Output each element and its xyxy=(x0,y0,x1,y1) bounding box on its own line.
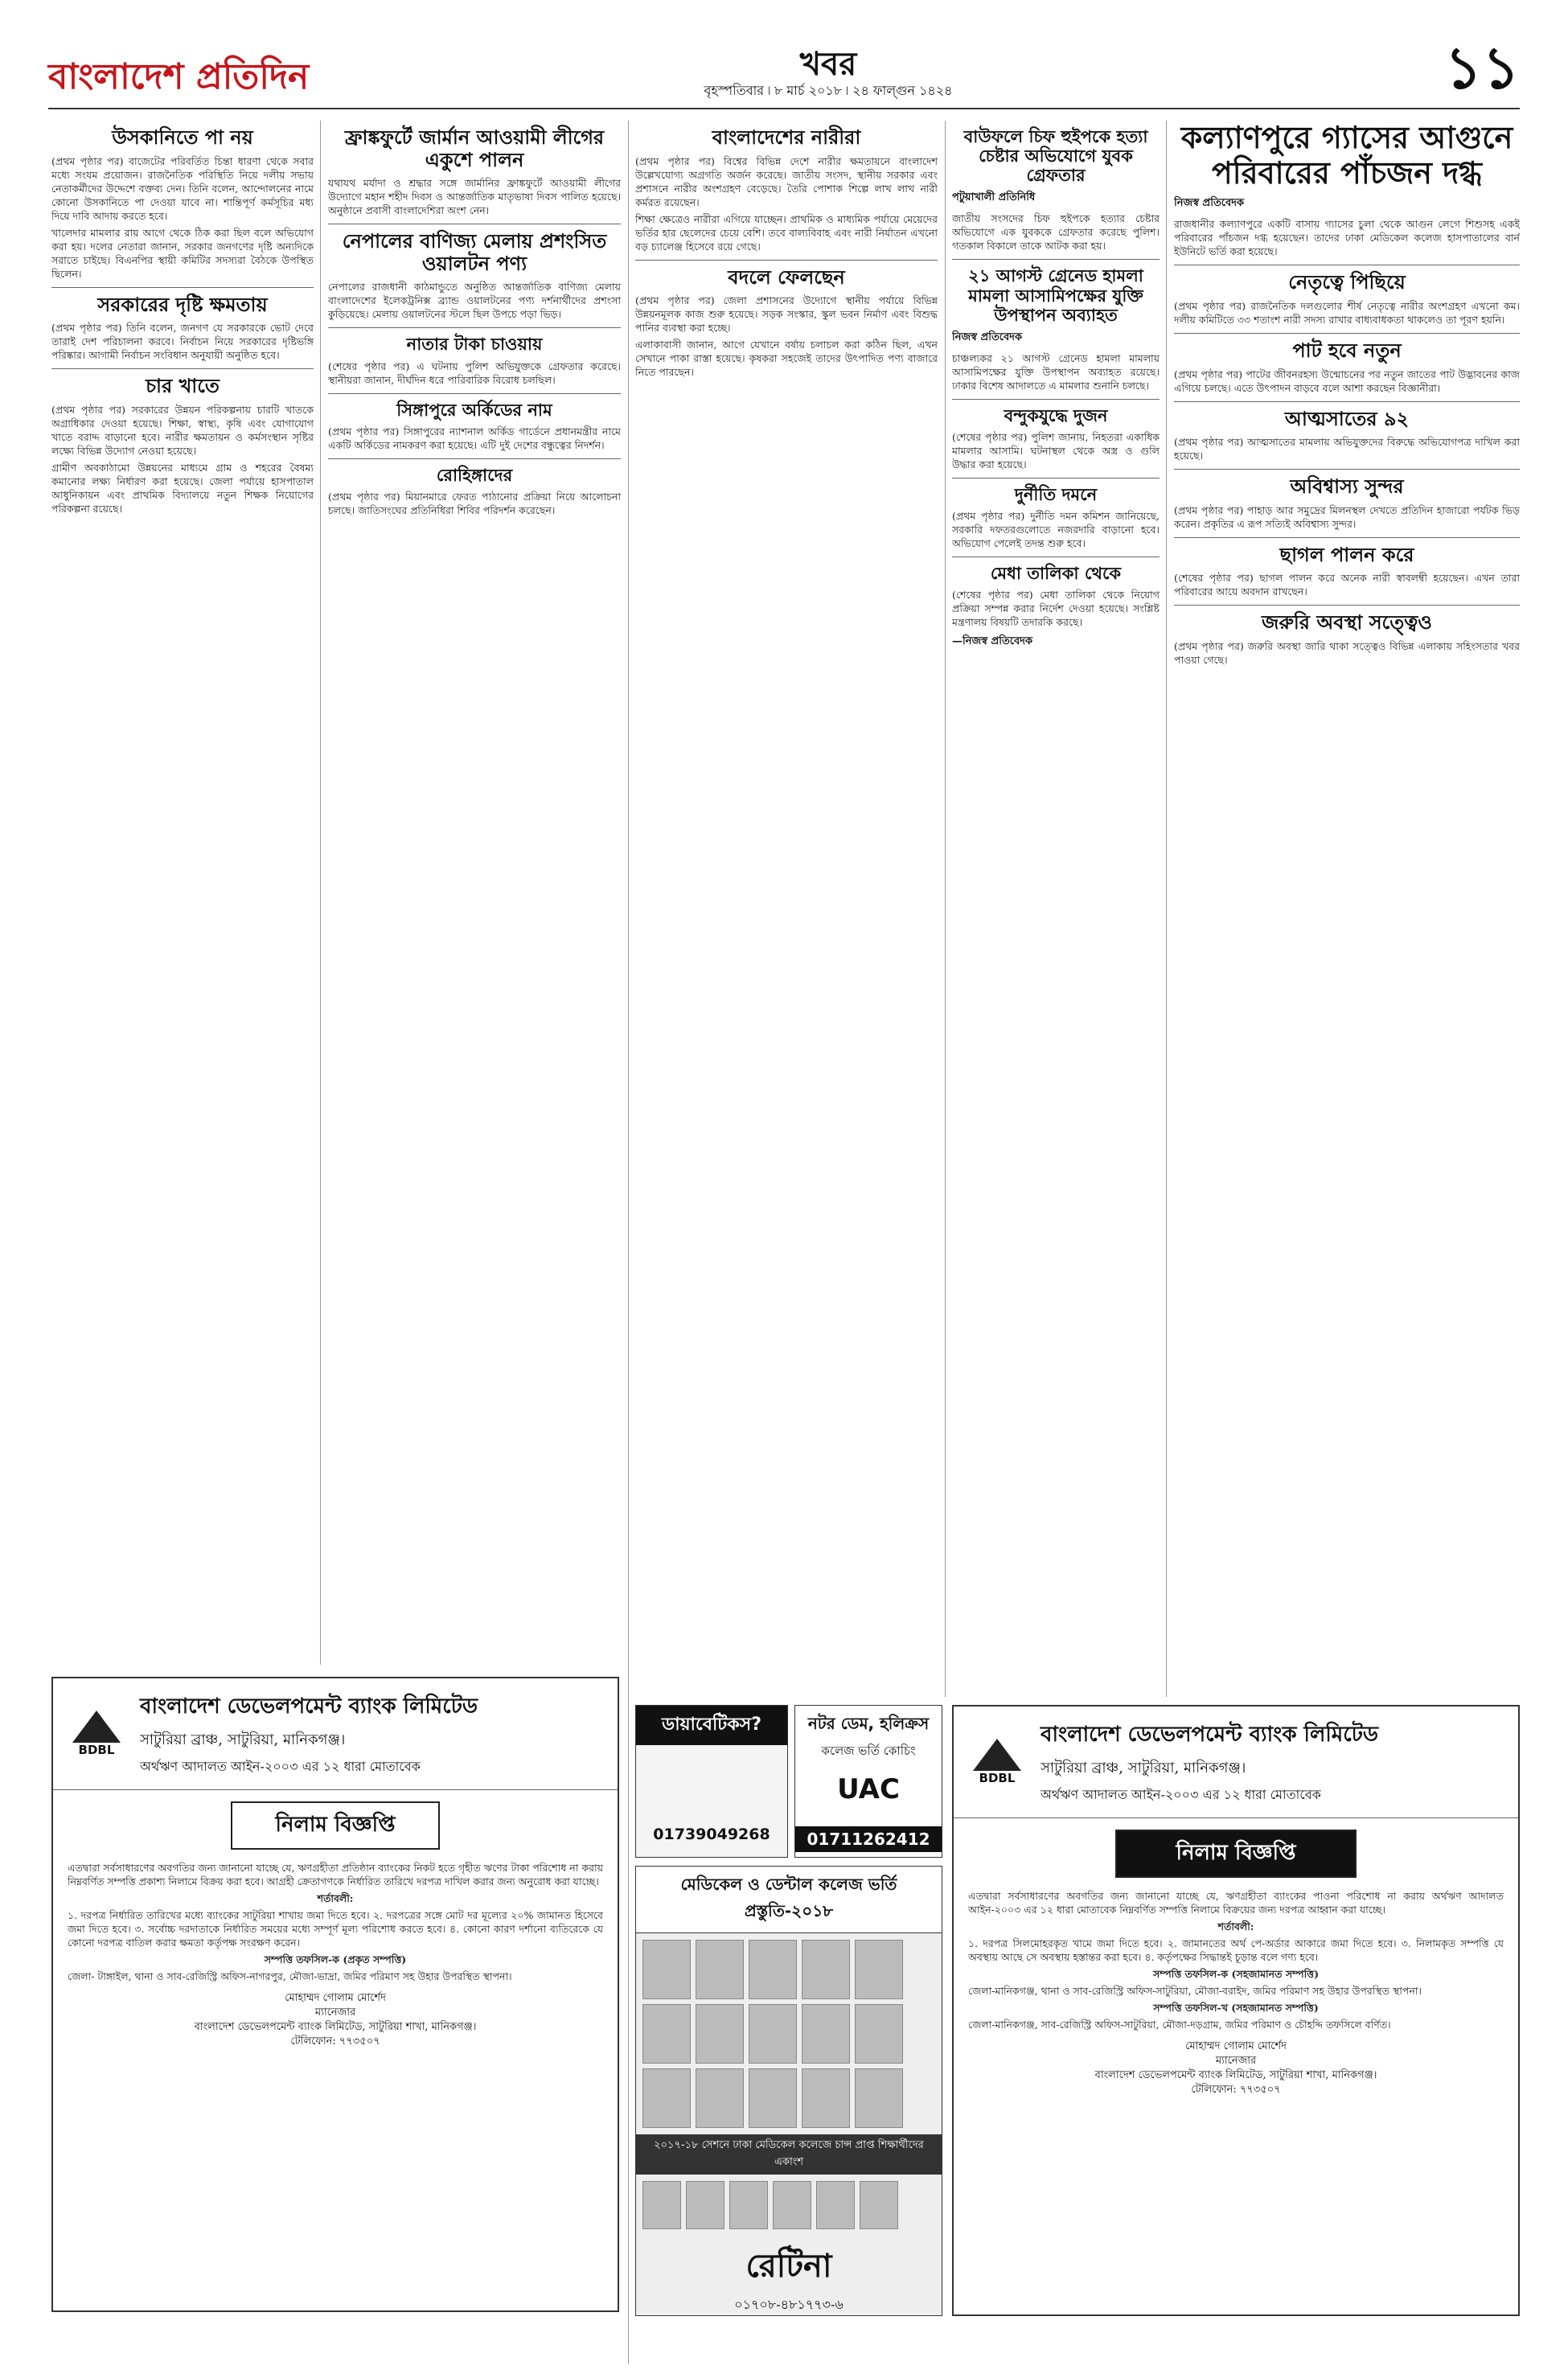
student-photo xyxy=(696,2004,744,2064)
headline: উসকানিতে পা নয় xyxy=(112,126,253,149)
brand-logo: বাংলাদেশ প্রতিদিন xyxy=(48,56,310,97)
student-photo xyxy=(802,2068,850,2128)
headline: অবিশ্বাস্য সুন্দর xyxy=(1290,475,1404,499)
headline: পাট হবে নতুন xyxy=(1292,339,1402,362)
byline: পটুয়াখালী প্রতিনিধি xyxy=(952,191,1036,204)
paragraph: শিক্ষা ক্ষেত্রেও নারীরা এগিয়ে যাচ্ছেন। প্রাথমিক ও মাধ্যমিক পর্যায়ে মেয়েদের ভর্তির হার ছেলেদের চেয়ে বেশি। তবে বাল্যবিবাহ এবং নারী নির্যাতন এখনো বড় চ্যালেঞ্জ হিসেবে রয়ে গেছে। xyxy=(635,212,938,253)
column-1 xyxy=(51,121,314,1665)
paragraph: (শেষের পৃষ্ঠার পর) ছাগল পালন করে অনেক নারী স্বাবলম্বী হয়েছেন। এখন তারা পরিবারের আয়ে অবদান রাখছেন। xyxy=(1174,572,1520,598)
headline: বাউফলে চিফ হুইপকে হত্যা চেষ্টার অভিযোগে যুবক গ্রেফতার xyxy=(963,127,1148,186)
student-photo xyxy=(696,1940,744,1999)
paragraph: (প্রথম পৃষ্ঠার পর) তিনি বলেন, জনগণ যে সরকারকে ভোট দেবে তারাই দেশ পরিচালনা করবে। নির্বাচন নিয়ে সরকারের দৃষ্টিভঙ্গি পরিষ্কার। আগামী নির্বাচন সংবিধান অনুযায়ী অনুষ্ঠিত হবে। xyxy=(51,322,314,362)
article-body xyxy=(1174,435,1520,462)
paragraph: (শেষের পৃষ্ঠার পর) এ ঘটনায় পুলিশ অভিযুক্তকে গ্রেফতার করেছে। স্থানীয়রা জানান, দীর্ঘদিন ধরে পারিবারিক বিরোধ চলছিল। xyxy=(328,359,621,386)
student-photo xyxy=(642,2181,681,2229)
article-body xyxy=(51,154,314,281)
paragraph: এতদ্বারা সর্বসাধারণের অবগতির জন্য জানানো যাচ্ছে যে, ঋণগ্রহীতা ব্যাংকের পাওনা পরিশোধ না করায় অর্থঋণ আদালত আইন-২০০৩ এর ১২ ধারা মোতাবেক নিম্নবর্ণিত সম্পত্তি নিলামে বিক্রয়ের জন্য দরপত্র আহ্বান করা যাচ্ছে। xyxy=(968,1890,1504,1916)
divider xyxy=(1174,333,1520,334)
paragraph: (প্রথম পৃষ্ঠার পর) আত্মসাতের মামলায় অভিযুক্তদের বিরুদ্ধে অভিযোগপত্র দাখিল করা হয়েছে। xyxy=(1174,436,1520,462)
paragraph: (প্রথম পৃষ্ঠার পর) জেলা প্রশাসনের উদ্যোগে স্থানীয় পর্যায়ে বিভিন্ন উন্নয়নমূলক কাজ শুরু হয়েছে। সড়ক সংস্কার, স্কুল ভবন নির্মাণ এবং বিশুদ্ধ পানির ব্যবস্থা করা হচ্ছে। xyxy=(635,294,938,335)
paragraph: এলাকাবাসী জানান, আগে যেখানে বর্ষায় চলাচল করা কঠিন ছিল, এখন সেখানে পাকা রাস্তা হয়েছে। কৃষকরা সহজেই তাদের উৎপাদিত পণ্য বাজারে নিতে পারছেন। xyxy=(635,339,938,379)
headline: নেপালের বাণিজ্য মেলায় প্রশংসিত ওয়ালটন পণ্য xyxy=(342,230,607,275)
retina-brand-block xyxy=(636,2241,942,2316)
ad-title: ডায়াবেটিকস? xyxy=(636,1706,787,1745)
article-body xyxy=(328,490,621,517)
headline: ছাগল পালন করে xyxy=(1279,543,1414,566)
ad-header xyxy=(53,1678,618,1790)
paragraph: (প্রথম পৃষ্ঠার পর) বিশ্বের বিভিন্ন দেশে নারীর ক্ষমতায়নে বাংলাদেশ উল্লেখযোগ্য অগ্রগতি অর্জন করেছে। জাতীয় সংসদ, স্থানীয় সরকার এবং প্রশাসনে নারীর অংশগ্রহণ বেড়েছে। তৈরি পোশাক শিল্পে লাখ লাখ নারী কর্মরত রয়েছেন। xyxy=(635,154,938,208)
headline: আত্মসাতের ৯২ xyxy=(1284,407,1410,430)
byline: নিজস্ব প্রতিবেদক xyxy=(1174,197,1245,210)
divider xyxy=(328,327,621,328)
bank-name: বাংলাদেশ ডেভেলপমেন্ট ব্যাংক লিমিটেড xyxy=(1041,1723,1378,1747)
article-body xyxy=(1174,503,1520,531)
headline: বদলে ফেলছেন xyxy=(728,265,845,289)
signer-org: বাংলাদেশ ডেভেলপমেন্ট ব্যাংক লিমিটেড, সাটুরিয়া শাখা, মানিকগঞ্জ। xyxy=(194,2021,477,2033)
ad-title: নটর ডেম, হলিক্রস xyxy=(807,1714,930,1733)
signer-name: মোহাম্মদ গোলাম মোর্শেদ xyxy=(285,1992,386,2004)
article-body xyxy=(952,351,1160,392)
signature-block xyxy=(954,2039,1518,2097)
paragraph: (প্রথম পৃষ্ঠার পর) জরুরি অবস্থা জারি থাকা সত্ত্বেও বিভিন্ন এলাকায় সহিংসতার খবর পাওয়া গেছে। xyxy=(1174,639,1520,666)
law-reference: অর্থঋণ আদালত আইন-২০০৩ এর ১২ ধারা মোতাবেক xyxy=(1041,1787,1321,1802)
headline: ২১ আগস্ট গ্রেনেড হামলা মামলা আসামিপক্ষের যুক্তি উপস্থাপন অব্যাহত xyxy=(968,266,1143,325)
paragraph: (প্রথম পৃষ্ঠার পর) সিঙ্গাপুরের ন্যাশনাল অর্কিড গার্ডেনে প্রধানমন্ত্রীর নামে একটি অর্কিডের নামকরণ করা হয়েছে। এটি দুই দেশের বন্ধুত্বের নিদর্শন। xyxy=(328,425,621,451)
student-photo xyxy=(802,1940,850,1999)
notice-title: নিলাম বিজ্ঞপ্তি xyxy=(1115,1830,1357,1878)
headline: চার খাতে xyxy=(146,375,220,398)
property-title: সম্পত্তি তফসিল-খ (সহজামানত সম্পত্তি) xyxy=(1153,2002,1319,2014)
article-body xyxy=(328,359,621,387)
paragraph: জাতীয় সংসদের চিফ হুইপকে হত্যার চেষ্টার অভিযোগে এক যুবককে গ্রেফতার করেছে পুলিশ। গতকাল বিকালে তাকে আটক করা হয়। xyxy=(952,212,1160,253)
student-photo xyxy=(749,1940,797,1999)
divider xyxy=(1174,605,1520,606)
property-body: জেলা-মানিকগঞ্জ, সাব-রেজিস্ট্রি অফিস-সাটুরিয়া, মৌজা-দড়গ্রাম, জমির পরিমাণ ও চৌহদ্দি তফসিলে বর্ণিত। xyxy=(968,2019,1391,2031)
paragraph: (প্রথম পৃষ্ঠার পর) দুর্নীতি দমন কমিশন জানিয়েছে, সরকারি দফতরগুলোতে নজরদারি বাড়ানো হবে। অভিযোগ পেলেই তদন্ত শুরু হবে। xyxy=(952,510,1160,550)
headline: ফ্রাঙ্কফুর্টে জার্মান আওয়ামী লীগের একুশে পালন xyxy=(344,126,605,171)
logo-text: BDBL xyxy=(78,1743,115,1757)
student-photo xyxy=(855,1940,903,1999)
byline: নিজস্ব প্রতিবেদক xyxy=(952,331,1023,343)
signer-role: ম্যানেজার xyxy=(1215,2055,1257,2067)
section-title: খবর xyxy=(799,45,857,83)
property-title: সম্পত্তি তফসিল-ক (প্রকৃত সম্পত্তি) xyxy=(264,1953,407,1965)
student-photo xyxy=(686,2181,724,2229)
ad-phone: 01739049268 xyxy=(653,1826,770,1843)
ad-brand: UAC xyxy=(837,1773,900,1805)
column-4 xyxy=(952,121,1160,1697)
signature-block xyxy=(53,1991,618,2049)
column-rule xyxy=(1166,121,1167,1697)
article-body xyxy=(1174,299,1520,327)
column-2 xyxy=(328,121,621,1665)
divider xyxy=(1174,537,1520,538)
student-photo xyxy=(802,2004,850,2064)
student-photo xyxy=(855,2004,903,2064)
bank-logo xyxy=(968,1739,1026,1785)
column-5 xyxy=(1174,121,1520,1697)
paragraph: (শেষের পৃষ্ঠার পর) পুলিশ জানায়, নিহতরা একাধিক মামলার আসামি। ঘটনাস্থল থেকে অস্ত্র ও গুলি উদ্ধার করা হয়েছে। xyxy=(952,430,1160,470)
ad-subtitle: কলেজ ভর্তি কোচিং xyxy=(821,1744,916,1758)
paragraph: (শেষের পৃষ্ঠার পর) মেধা তালিকা থেকে নিয়োগ প্রক্রিয়া সম্পন্ন করার নির্দেশ দেওয়া হয়েছে। সংশ্লিষ্ট মন্ত্রণালয় বিষয়টি তদারকি করছে। xyxy=(952,589,1160,629)
divider xyxy=(328,393,621,394)
paragraph: এতদ্বারা সর্বসাধারণের অবগতির জন্য জানানো যাচ্ছে যে, ঋণগ্রহীতা প্রতিষ্ঠান ব্যাংকের নিকট হতে গৃহীত ঋণের টাকা পরিশোধ না করায় নিম্নবর্ণিত সম্পত্তি প্রকাশ্য নিলামে বিক্রয় করা হবে। আগ্রহী ক্রেতাগণকে নির্ধারিত তারিখে দরপত্র দাখিল করার জন্য অনুরোধ করা যাচ্ছে। xyxy=(68,1862,603,1887)
article-body xyxy=(952,430,1160,471)
article-body xyxy=(952,588,1160,629)
student-photos xyxy=(636,2175,942,2236)
paragraph: (প্রথম পৃষ্ঠার পর) পাটের জীবনরহস্য উন্মোচনের পর নতুন জাতের পাট উদ্ভাবনের কাজ এগিয়ে চলছে। এতে উৎপাদন বাড়বে বলে আশা করছেন বিজ্ঞানীরা। xyxy=(1174,368,1520,394)
student-photo xyxy=(642,1940,691,1999)
paragraph: রাজধানীর কল্যাণপুরে একটি বাসায় গ্যাসের চুলা থেকে আগুন লেগে শিশুসহ একই পরিবারের পাঁচজন দগ্ধ হয়েছেন। তাদের ঢাকা মেডিকেল কলেজ হাসপাতালের বার্ন ইউনিটে ভর্তি করা হয়েছে। xyxy=(1174,218,1520,258)
property-body: জেলা- টাঙ্গাইল, থানা ও সাব-রেজিস্ট্রি অফিস-নাগরপুর, মৌজা-ভাদ্রা, জমির পরিমাণ সহ উহার উপরস্থিত স্থাপনা। xyxy=(68,1970,512,1982)
headline: দুর্নীতি দমনে xyxy=(1014,484,1098,504)
headline: বাংলাদেশের নারীরা xyxy=(712,126,861,149)
paragraph: (প্রথম পৃষ্ঠার পর) মিয়ানমারে ফেরত পাঠানোর প্রক্রিয়া নিয়ে আলোচনা চলছে। জাতিসংঘের প্রতিনিধিরা শিবির পরিদর্শন করেছেন। xyxy=(328,490,621,516)
ad-banner: মেডিকেল ও ডেন্টাল কলেজ ভর্তি প্রস্তুতি-২০১৮ xyxy=(636,1867,942,1933)
divider xyxy=(952,399,1160,400)
paragraph: (প্রথম পৃষ্ঠার পর) বাজেটের পরিবর্তিত চিন্তা ধারণা থেকে সবার মধ্যে সংযম প্রয়োজন। রাজনৈতিক পরিস্থিতি নিয়ে দলীয় সভায় নেতাকর্মীদের উদ্দেশে বক্তব্য দেন। তিনি বলেন, আন্দোলনের নামে কোনো উসকানিতে পা দেওয়া যাবে না। শান্তিপূর্ণ কর্মসূচির মধ্য দিয়ে দাবি আদায় করতে হবে। xyxy=(51,154,314,222)
terms-list: ১. দরপত্র নির্ধারিত তারিখের মধ্যে ব্যাংকের সাটুরিয়া শাখায় জমা দিতে হবে। ২. দরপত্রের সঙ্গে মোট দর মূল্যের ২০% জামানত হিসেবে জমা দিতে হবে। ৩. সর্বোচ্চ দরদাতাকে নির্ধারিত সময়ের মধ্যে সম্পূর্ণ মূল্য পরিশোধ করতে হবে। ৪. কোনো কারণ দর্শানো ব্যতিরেকে যে কোনো দরপত্র বাতিল করার ক্ষমতা কর্তৃপক্ষ সংরক্ষণ করেন। xyxy=(68,1909,603,1949)
paragraph: যথাযথ মর্যাদা ও শ্রদ্ধার সঙ্গে জার্মানির ফ্রাঙ্কফুর্টে আওয়ামী লীগের উদ্যোগে মহান শহীদ দিবস ও আন্তর্জাতিক মাতৃভাষা দিবস পালিত হয়েছে। অনুষ্ঠানে প্রবাসী বাংলাদেশিরা অংশ নেন। xyxy=(328,177,621,217)
logo-triangle-icon xyxy=(973,1739,1021,1771)
headline: বন্দুকযুদ্ধে দুজন xyxy=(1004,405,1108,425)
page-number: ১১ xyxy=(1444,33,1520,101)
diabetics-ad xyxy=(635,1705,788,1858)
divider xyxy=(328,458,621,459)
student-photo xyxy=(855,2068,903,2128)
article-body xyxy=(1174,217,1520,258)
branch-name: সাটুরিয়া ব্রাঞ্চ, সাটুরিয়া, মানিকগঞ্জ। xyxy=(140,1731,346,1748)
column-rule xyxy=(628,121,629,2364)
law-reference: অর্থঋণ আদালত আইন-২০০৩ এর ১২ ধারা মোতাবেক xyxy=(140,1759,421,1774)
divider xyxy=(635,260,938,261)
byline: —নিজস্ব প্রতিবেদক xyxy=(952,635,1033,648)
paragraph: (প্রথম পৃষ্ঠার পর) সরকারের উন্নয়ন পরিকল্পনায় চারটি খাতকে অগ্রাধিকার দেওয়া হয়েছে। শিক্ষা, স্বাস্থ্য, কৃষি এবং যোগাযোগ খাতে বরাদ্দ বাড়ানো হবে। নারীর ক্ষমতায়ন ও কর্মসংস্থান সৃষ্টির লক্ষ্যে বিভিন্ন উদ্যোগ নেওয়া হয়েছে। xyxy=(51,403,314,457)
student-photo xyxy=(860,2181,898,2229)
student-photo xyxy=(749,2068,797,2128)
terms-list: ১. দরপত্র সিলমোহরকৃত খামে জমা দিতে হবে। ২. জামানতের অর্থ পে-অর্ডার আকারে জমা দিতে হবে। ৩. নিলামকৃত সম্পত্তি যে অবস্থায় আছে সে অবস্থায় হস্তান্তর করা হবে। ৪. কর্তৃপক্ষের সিদ্ধান্তই চূড়ান্ত বলে গণ্য হবে। xyxy=(968,1937,1504,1963)
property-body: জেলা-মানিকগঞ্জ, থানা ও সাব-রেজিস্ট্রি অফিস-সাটুরিয়া, মৌজা-বরাইদ, জমির পরিমাণ সহ উহার উপরস্থিত স্থাপনা। xyxy=(968,1985,1422,1997)
headline: মেধা তালিকা থেকে xyxy=(990,564,1122,584)
notice-title: নিলাম বিজ্ঞপ্তি xyxy=(231,1801,440,1850)
signer-phone: টেলিফোন: ৭৭৩৫০৭ xyxy=(290,2035,380,2047)
notice-body xyxy=(53,1861,618,1983)
article-body xyxy=(635,294,938,379)
article-body xyxy=(51,403,314,515)
headline: জরুরি অবস্থা সত্ত্বেও xyxy=(1262,611,1432,635)
ad-header xyxy=(954,1707,1518,1818)
student-photo xyxy=(749,2004,797,2064)
column-3 xyxy=(635,121,938,1697)
paragraph: খালেদার মামলার রায় আগে থেকে ঠিক করা ছিল বলে অভিযোগ করা হয়। দলের নেতারা জানান, সরকার জনগণের দৃষ্টি অন্যদিকে সরাতে চাইছে। বিএনপির স্থায়ী কমিটির সদস্যরা বৈঠকে উপস্থিত ছিলেন। xyxy=(51,226,314,280)
paragraph: (প্রথম পৃষ্ঠার পর) রাজনৈতিক দলগুলোর শীর্ষ নেতৃত্বে নারীর অংশগ্রহণ এখনো কম। দলীয় কমিটিতে ৩৩ শতাংশ নারী সদস্য রাখার বাধ্যবাধকতা থাকলেও তা পূরণ হয়নি। xyxy=(1174,299,1520,326)
auction-notice-ad-right xyxy=(952,1705,1520,2316)
paragraph: চাঞ্চল্যকর ২১ আগস্ট গ্রেনেড হামলা মামলায় আসামিপক্ষের যুক্তি উপস্থাপন অব্যাহত রয়েছে। ঢাকার বিশেষ আদালতে এ মামলার শুনানি চলছে। xyxy=(952,351,1160,392)
divider xyxy=(1174,469,1520,470)
column-rule xyxy=(945,121,946,1697)
headline: নেতৃত্বে পিছিয়ে xyxy=(1288,271,1406,294)
logo-triangle-icon xyxy=(72,1711,121,1743)
article-body xyxy=(51,321,314,362)
article-body xyxy=(952,212,1160,253)
paragraph: (প্রথম পৃষ্ঠার পর) পাহাড় আর সমুদ্রের মিলনস্থল দেখতে প্রতিদিন হাজারো পর্যটক ভিড় করেন। প্রকৃতির এ রূপ সত্যিই অবিশ্বাস্য সুন্দর। xyxy=(1174,503,1520,530)
ad-caption: ২০১৭-১৮ সেশনে ঢাকা মেডিকেল কলেজে চান্স প্রাপ্ত শিক্ষার্থীদের একাংশ xyxy=(636,2134,942,2175)
signer-name: মোহাম্মদ গোলাম মোর্শেদ xyxy=(1185,2040,1287,2052)
lead-headline: কল্যাণপুরে গ্যাসের আগুনে পরিবারের পাঁচজন দগ্ধ xyxy=(1180,121,1513,191)
article-body xyxy=(1174,571,1520,598)
property-title: সম্পত্তি তফসিল-ক (সহজামানত সম্পত্তি) xyxy=(1152,1968,1320,1980)
student-photo xyxy=(729,2181,768,2229)
signer-org: বাংলাদেশ ডেভেলপমেন্ট ব্যাংক লিমিটেড, সাটুরিয়া শাখা, মানিকগঞ্জ। xyxy=(1094,2069,1377,2081)
notice-body xyxy=(954,1889,1518,2031)
student-photo xyxy=(816,2181,855,2229)
retina-phone: ০১৭০৮-৪৮১৭৭৩-৬ xyxy=(734,2297,844,2312)
bank-logo xyxy=(68,1711,125,1757)
branch-name: সাটুরিয়া ব্রাঞ্চ, সাটুরিয়া, মানিকগঞ্জ। xyxy=(1041,1760,1246,1776)
article-body xyxy=(328,425,621,452)
headline: সরকারের দৃষ্টি ক্ষমতায় xyxy=(97,293,268,316)
headline: রোহিঙ্গাদের xyxy=(436,465,513,485)
retina-logo: রেটিনা xyxy=(745,2248,832,2285)
bank-name: বাংলাদেশ ডেভেলপমেন্ট ব্যাংক লিমিটেড xyxy=(140,1694,478,1719)
divider xyxy=(1174,401,1520,402)
medical-coaching-ad xyxy=(635,1866,942,2316)
terms-title: শর্তাবলী: xyxy=(317,1892,354,1904)
paragraph: নেপালের রাজধানী কাঠমান্ডুতে অনুষ্ঠিত আন্তর্জাতিক বাণিজ্য মেলায় বাংলাদেশের ইলেকট্রনিক্স ব্র্যান্ড ওয়ালটনের পণ্য দর্শনার্থীদের প্রশংসা কুড়িয়েছে। মেলায় ওয়ালটনের স্টলে ছিল উপচে পড়া ভিড়। xyxy=(328,281,621,321)
column-rule xyxy=(320,121,321,1665)
student-photo xyxy=(773,2181,811,2229)
terms-title: শর্তাবলী: xyxy=(1217,1920,1254,1932)
headline: সিঙ্গাপুরে অর্কিডের নাম xyxy=(396,400,552,420)
student-photo xyxy=(642,2004,691,2064)
divider xyxy=(51,287,314,288)
student-photo xyxy=(642,2068,691,2128)
masthead xyxy=(48,32,1520,109)
student-photo xyxy=(696,2068,744,2128)
article-body xyxy=(952,509,1160,550)
ad-phone: 01711262412 xyxy=(795,1826,942,1852)
signer-role: ম্যানেজার xyxy=(314,2006,356,2019)
signer-phone: টেলিফোন: ৭৭৩৫০৭ xyxy=(1191,2084,1281,2096)
auction-notice-ad-left xyxy=(51,1677,619,2312)
article-body xyxy=(328,280,621,321)
article-body xyxy=(328,176,621,217)
article-body xyxy=(1174,368,1520,395)
dateline: বৃহস্পতিবার ৷ ৮ মার্চ ২০১৮ ৷ ২৪ ফাল্গুন ১৪২৪ xyxy=(704,83,953,98)
student-photos xyxy=(636,1933,942,2134)
divider xyxy=(51,368,314,369)
coaching-ad xyxy=(794,1705,942,1858)
logo-text: BDBL xyxy=(979,1771,1016,1785)
headline: নাতার টাকা চাওয়ায় xyxy=(406,335,543,355)
divider xyxy=(952,259,1160,260)
article-body xyxy=(1174,639,1520,667)
article-body xyxy=(635,154,938,253)
paragraph: গ্রামীণ অবকাঠামো উন্নয়নের মাধ্যমে গ্রাম ও শহরের বৈষম্য কমানোর লক্ষ্য নির্ধারণ করা হয়েছে। জেলা পর্যায়ে হাসপাতাল আধুনিকায়ন এবং প্রাথমিক বিদ্যালয়ে নতুন শিক্ষক নিয়োগের পরিকল্পনা রয়েছে। xyxy=(51,461,314,515)
